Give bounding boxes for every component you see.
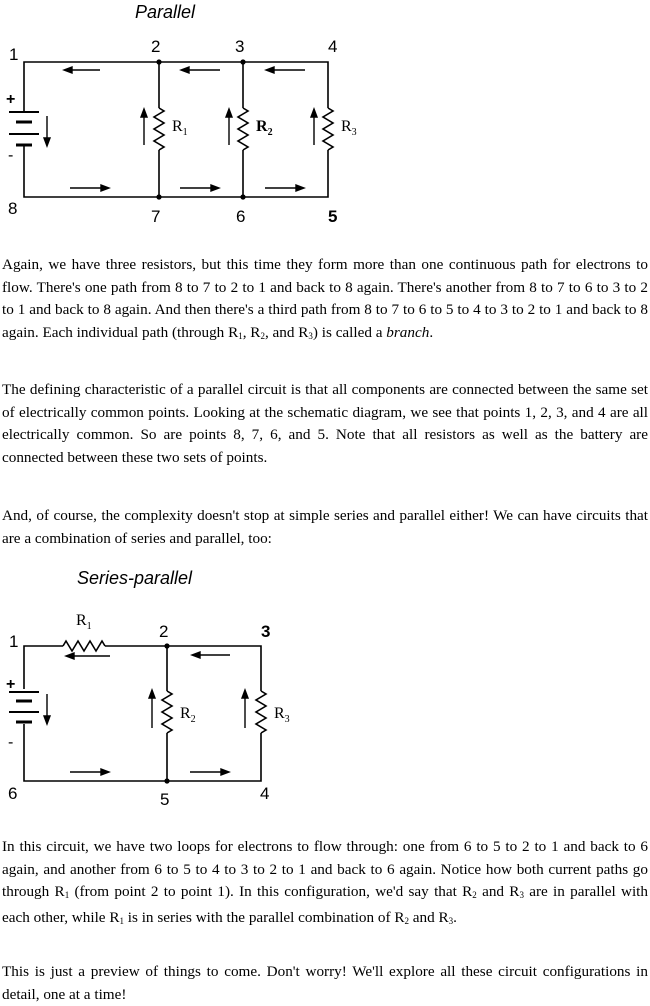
node2-label-2: 2 bbox=[159, 622, 169, 641]
junction-6 bbox=[240, 194, 245, 199]
electron-flow-arrows-2 bbox=[44, 652, 248, 775]
junction-5b bbox=[164, 778, 169, 783]
node-label-8: 8 bbox=[8, 199, 18, 218]
paragraph-series-parallel-loops: In this circuit, we have two loops for electrons to flow through: one from 6 to 5 to 2 to 1 and back to 6 again, and another from 6 to 5 to 4 to 3 to 2 to 1 and back to 6 again. Notice how both current paths go through $R_1$ (from point 2 to point 1). In this configuration, we'd say that $R_2$ and $R_3$ are in parallel with each other, while $R_1$ is in series with the parallel combination of $R_2$ and $R_3$. bbox=[2, 838, 648, 926]
resistor2-label-r1: $R_1$ bbox=[76, 612, 92, 632]
node-label-6: 6 bbox=[236, 207, 246, 226]
resistor2-label-r2: $R_2$ bbox=[180, 705, 196, 725]
paragraph-complexity: And, of course, the complexity doesn't stop at simple series and parallel either! We can have circuits that are a combination of series and parallel, too: bbox=[2, 507, 648, 547]
node2-label-1: 1 bbox=[9, 632, 19, 651]
parallel-diagram-title: Parallel bbox=[135, 2, 196, 22]
junction-2 bbox=[156, 59, 161, 64]
resistor2-label-r3: $R_3$ bbox=[274, 705, 290, 725]
parallel-circuit-diagram bbox=[0, 0, 650, 235]
node-label-7: 7 bbox=[151, 207, 161, 226]
series-parallel-wires bbox=[24, 641, 266, 781]
node-label-3: 3 bbox=[235, 37, 245, 56]
series-parallel-diagram-title: Series-parallel bbox=[77, 568, 193, 588]
junction-3 bbox=[240, 59, 245, 64]
junction-7 bbox=[156, 194, 161, 199]
series-parallel-circuit-diagram bbox=[0, 600, 650, 815]
battery-plus-label: + bbox=[6, 91, 16, 108]
node2-label-5: 5 bbox=[160, 790, 170, 809]
node2-label-3: 3 bbox=[261, 622, 271, 641]
junction-2b bbox=[164, 643, 169, 648]
node-label-1: 1 bbox=[9, 45, 19, 64]
paragraph-parallel-definition: The defining characteristic of a parallel circuit is that all components are connected between the same set of electrically common points. Looking at the schematic diagram, we see that points 1, 2, 3, and 4 are all electrically common. So are points 8, 7, 6, and 5. Note that all resistors as well as the battery are connected between these two sets of points. bbox=[2, 381, 648, 466]
resistor-label-r3: $R_3$ bbox=[341, 118, 357, 138]
battery-symbol-2 bbox=[9, 692, 39, 722]
battery2-minus-label: - bbox=[8, 734, 14, 751]
battery-minus-label: - bbox=[8, 147, 14, 164]
node2-label-4: 4 bbox=[260, 784, 270, 803]
resistor-label-r2: $R_2$ bbox=[256, 118, 273, 138]
battery-symbol bbox=[9, 112, 39, 145]
paragraph-branches: Again, we have three resistors, but this time they form more than one continuous path for electrons to flow. There's one path from 8 to 7 to 2 to 1 and back to 8 again. There's another from 8 to 7 to 6 to 3 to 2 to 1 and back to 8 again. And then there's a third path from 8 to 7 to 6 to 5 to 4 to 3 to 2 to 1 and back to 8 again. Each individual path (through $R_1$, $R_2$, and $R_3$) is called a branch. bbox=[2, 256, 648, 341]
paragraph-preview: This is just a preview of things to come. Don't worry! We'll explore all these circuit configurations in detail, one at a time! bbox=[2, 963, 648, 1003]
node-label-2: 2 bbox=[151, 37, 161, 56]
node2-label-6: 6 bbox=[8, 784, 18, 803]
node-label-5: 5 bbox=[328, 207, 338, 226]
branch-term: branch bbox=[386, 323, 430, 341]
battery2-plus-label: + bbox=[6, 676, 16, 693]
node-label-4: 4 bbox=[328, 37, 338, 56]
resistor-label-r1: $R_1$ bbox=[172, 118, 188, 138]
